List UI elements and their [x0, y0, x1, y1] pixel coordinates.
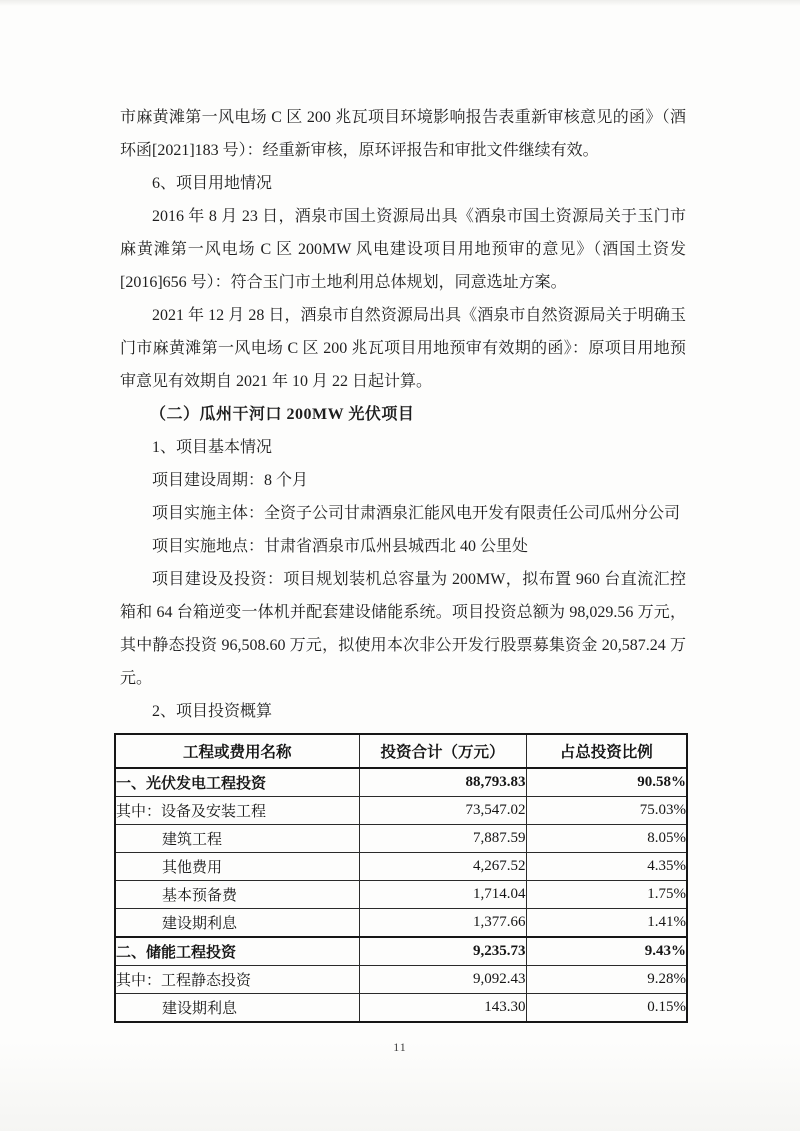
cell-ratio: 8.05% [526, 825, 687, 853]
page-number: 11 [393, 1040, 407, 1054]
cell-name: 其中：工程静态投资 [115, 966, 359, 994]
table-row [115, 797, 687, 825]
cell-amount: 9,092.43 [359, 966, 526, 994]
cell-name: 基本预备费 [115, 881, 359, 909]
cell-name: 二、储能工程投资 [115, 937, 359, 966]
cell-ratio: 0.15% [526, 994, 687, 1023]
table-header-row [115, 734, 687, 768]
column-header-amount: 投资合计（万元） [359, 734, 526, 768]
cell-name: 一、光伏发电工程投资 [115, 768, 359, 797]
cell-amount: 9,235.73 [359, 937, 526, 966]
line-implementing-entity: 项目实施主体：全资子公司甘肃酒泉汇能风电开发有限责任公司瓜州分公司 [152, 505, 681, 522]
cell-ratio: 75.03% [526, 797, 687, 825]
table-row [115, 937, 687, 966]
cell-name: 其他费用 [115, 853, 359, 881]
cell-ratio: 1.41% [526, 909, 687, 938]
cell-ratio: 90.58% [526, 768, 687, 797]
column-header-ratio: 占总投资比例 [526, 734, 687, 768]
cell-ratio: 4.35% [526, 853, 687, 881]
table-row [115, 966, 687, 994]
table-row [115, 853, 687, 881]
cell-amount: 73,547.02 [359, 797, 526, 825]
cell-amount: 143.30 [359, 994, 526, 1023]
cell-name: 建设期利息 [115, 909, 359, 938]
table-row [115, 994, 687, 1023]
cell-amount: 1,377.66 [359, 909, 526, 938]
cell-ratio: 1.75% [526, 881, 687, 909]
paragraph-2016-approval: 2016 年 8 月 23 日，酒泉市国土资源局出具《酒泉市国土资源局关于玉门市麻黄滩第一风电场 C 区 200MW 风电建设项目用地预审的意见》（酒国土资发[2016]656 号）：符合玉门市土地利用总体规划，同意选址方案。 [120, 208, 686, 291]
cell-ratio: 9.28% [526, 966, 687, 994]
investment-estimate-table [114, 733, 688, 1023]
cell-amount: 1,714.04 [359, 881, 526, 909]
paragraph-2021-approval: 2021 年 12 月 28 日，酒泉市自然资源局出具《酒泉市自然资源局关于明确玉门市麻黄滩第一风电场 C 区 200 兆瓦项目用地预审有效期的函》：原项目用地预审意见有效期自 2021 年 10 月 22 日起计算。 [120, 307, 686, 390]
heading-land-use: 6、项目用地情况 [152, 175, 273, 192]
line-project-location: 项目实施地点：甘肃省酒泉市瓜州县城西北 40 公里处 [152, 538, 529, 555]
cell-name: 建筑工程 [115, 825, 359, 853]
paragraph-env-review-continuation: 市麻黄滩第一风电场 C 区 200 兆瓦项目环境影响报告表重新审核意见的函》（酒环函[2021]183 号）：经重新审核，原环评报告和审批文件继续有效。 [120, 109, 686, 159]
heading-investment-estimate: 2、项目投资概算 [152, 703, 273, 720]
cell-amount: 4,267.52 [359, 853, 526, 881]
table-row [115, 825, 687, 853]
paragraph-construction-investment: 项目建设及投资：项目规划装机总容量为 200MW，拟布置 960 台直流汇控箱和 64 台箱逆变一体机并配套建设储能系统。项目投资总额为 98,029.56 万元，其中静态投资 96,508.60 万元，拟使用本次非公开发行股票募集资金 20,587.24 万元。 [120, 571, 686, 687]
cell-name: 其中：设备及安装工程 [115, 797, 359, 825]
line-construction-cycle: 项目建设周期：8 个月 [152, 472, 309, 489]
cell-amount: 88,793.83 [359, 768, 526, 797]
table-row [115, 909, 687, 938]
column-header-name: 工程或费用名称 [115, 734, 359, 768]
document-body [120, 101, 686, 728]
heading-section-2-project: （二）瓜州干河口 200MW 光伏项目 [150, 406, 415, 423]
cell-ratio: 9.43% [526, 937, 687, 966]
heading-basic-info: 1、项目基本情况 [152, 439, 273, 456]
table-row [115, 768, 687, 797]
cell-name: 建设期利息 [115, 994, 359, 1023]
cell-amount: 7,887.59 [359, 825, 526, 853]
table-row [115, 881, 687, 909]
